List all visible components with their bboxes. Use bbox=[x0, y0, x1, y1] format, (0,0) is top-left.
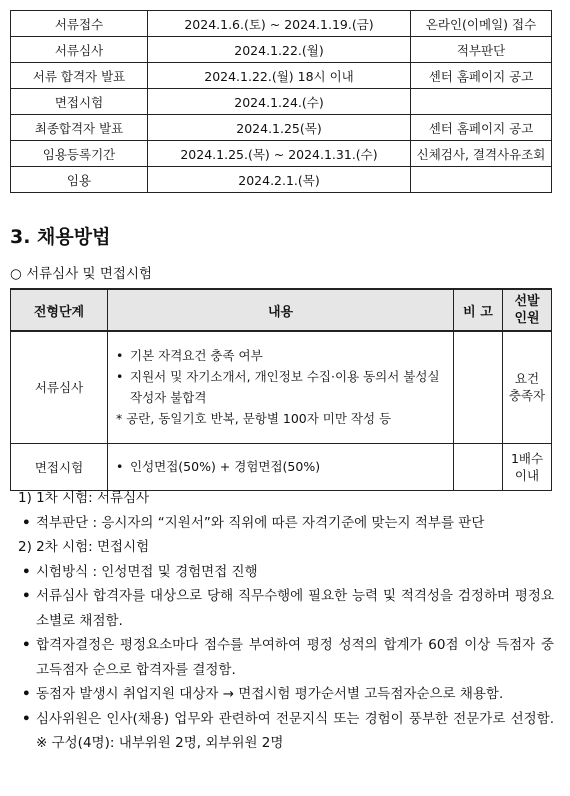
remark-cell bbox=[454, 331, 503, 443]
selection-method-table bbox=[10, 288, 552, 491]
table-row bbox=[11, 63, 552, 89]
schedule-note bbox=[411, 89, 552, 115]
note-item: • 서류심사 합격자를 대상으로 당해 직무수행에 필요한 능력 및 적격성을 검정하며 평정요소별로 채점함. bbox=[14, 584, 554, 633]
content-bullet: • 지원서 및 자기소개서, 개인정보 수집·이용 동의서 불성실 작성자 불합격 bbox=[116, 366, 445, 408]
header-stage: 전형단계 bbox=[11, 289, 108, 331]
table-row bbox=[11, 443, 552, 490]
remark-cell bbox=[454, 443, 503, 490]
table-header-row bbox=[11, 289, 552, 331]
schedule-stage: 임용등록기간 bbox=[11, 141, 148, 167]
header-remark: 비 고 bbox=[454, 289, 503, 331]
table-row bbox=[11, 89, 552, 115]
schedule-date: 2024.1.22.(월) bbox=[148, 37, 411, 63]
note-item: • 동점자 발생시 취업지원 대상자 → 면접시험 평가순서별 고득점자순으로 채용함. bbox=[14, 682, 554, 707]
schedule-note: 센터 홈페이지 공고 bbox=[411, 115, 552, 141]
table-row bbox=[11, 115, 552, 141]
note-heading: 2) 2차 시험: 면접시험 bbox=[18, 539, 150, 555]
schedule-stage: 최종합격자 발표 bbox=[11, 115, 148, 141]
header-content: 내용 bbox=[108, 289, 454, 331]
schedule-note bbox=[411, 167, 552, 193]
schedule-table bbox=[10, 10, 552, 193]
schedule-stage: 서류접수 bbox=[11, 11, 148, 37]
schedule-date: 2024.1.25(목) bbox=[148, 115, 411, 141]
subheading: ○ 서류심사 및 면접시험 bbox=[10, 266, 153, 282]
content-bullet: • 인성면접(50%) + 경험면접(50%) bbox=[116, 456, 445, 477]
content-bullet: • 기본 자격요건 충족 여부 bbox=[116, 345, 445, 366]
note-item: • 합격자결정은 평정요소마다 점수를 부여하여 평정 성적의 합계가 60점 이상 득점자 중 고득점자 순으로 합격자를 결정함. bbox=[14, 633, 554, 682]
note-heading: 1) 1차 시험: 서류심사 bbox=[18, 490, 150, 506]
table-row bbox=[11, 331, 552, 443]
schedule-note: 적부판단 bbox=[411, 37, 552, 63]
content-footnote: * 공란, 동일기호 반복, 문항별 100자 미만 작성 등 bbox=[116, 411, 392, 427]
schedule-stage: 서류심사 bbox=[11, 37, 148, 63]
table-row bbox=[11, 141, 552, 167]
schedule-stage: 면접시험 bbox=[11, 89, 148, 115]
schedule-date: 2024.1.22.(월) 18시 이내 bbox=[148, 63, 411, 89]
schedule-note: 온라인(이메일) 접수 bbox=[411, 11, 552, 37]
content-cell bbox=[108, 443, 454, 490]
schedule-stage: 서류 합격자 발표 bbox=[11, 63, 148, 89]
note-item: • 시험방식 : 인성면접 및 경험면접 진행 bbox=[14, 560, 554, 585]
table-row bbox=[11, 167, 552, 193]
schedule-date: 2024.1.6.(토) ~ 2024.1.19.(금) bbox=[148, 11, 411, 37]
schedule-note: 신체검사, 결격사유조회 bbox=[411, 141, 552, 167]
note-item: • 적부판단 : 응시자의 “지원서”와 직위에 따른 자격기준에 맞는지 적부를 판단 bbox=[14, 511, 554, 536]
selection-cell: 요건 충족자 bbox=[503, 331, 552, 443]
stage-cell: 서류심사 bbox=[11, 331, 108, 443]
note-item: • 심사위원은 인사(채용) 업무와 관련하여 전문지식 또는 경험이 풍부한 전문가로 선정함. ※ 구성(4명): 내부위원 2명, 외부위원 2명 bbox=[14, 707, 554, 756]
table-row bbox=[11, 11, 552, 37]
schedule-date: 2024.1.25.(목) ~ 2024.1.31.(수) bbox=[148, 141, 411, 167]
notes-list bbox=[14, 486, 554, 756]
schedule-date: 2024.1.24.(수) bbox=[148, 89, 411, 115]
header-selection: 선발 인원 bbox=[503, 289, 552, 331]
section-title: 3. 채용방법 bbox=[10, 226, 111, 248]
stage-cell: 면접시험 bbox=[11, 443, 108, 490]
schedule-date: 2024.2.1.(목) bbox=[148, 167, 411, 193]
schedule-stage: 임용 bbox=[11, 167, 148, 193]
schedule-note: 센터 홈페이지 공고 bbox=[411, 63, 552, 89]
content-cell bbox=[108, 331, 454, 443]
table-row bbox=[11, 37, 552, 63]
selection-cell: 1배수 이내 bbox=[503, 443, 552, 490]
